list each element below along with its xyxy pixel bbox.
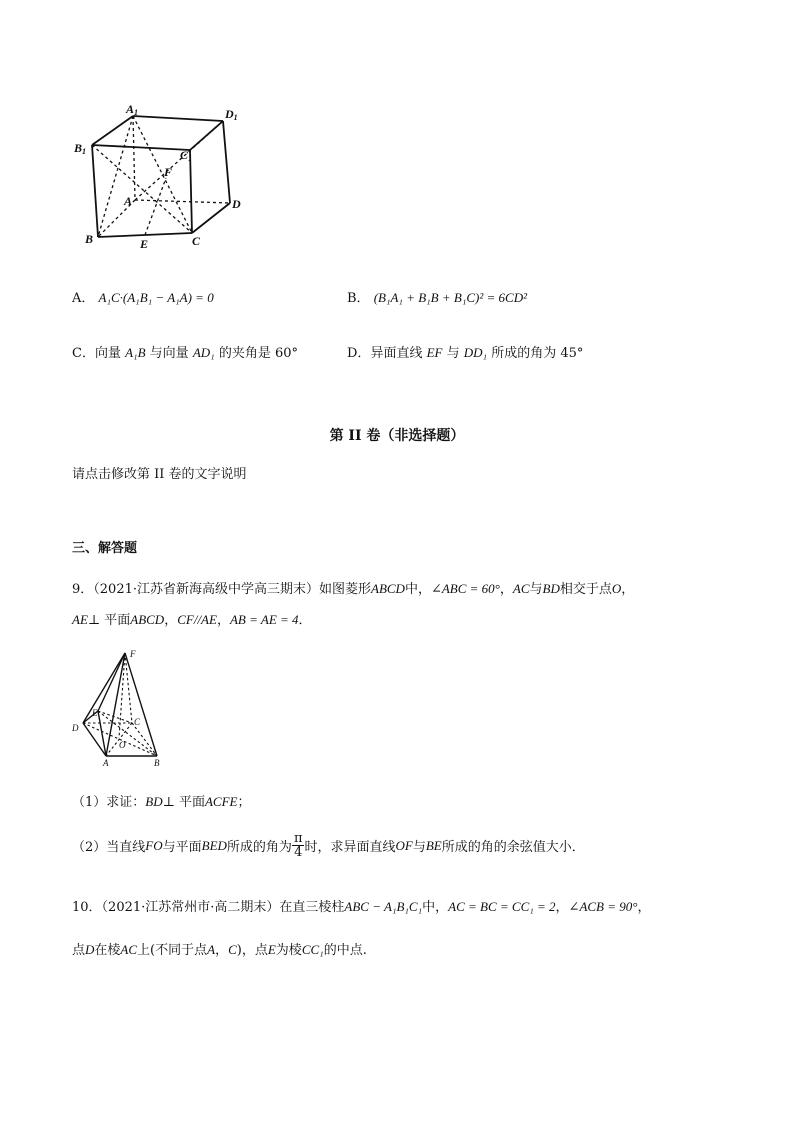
q10-text: 为棱 bbox=[275, 943, 302, 958]
q10-math: D bbox=[85, 942, 95, 957]
option-C-vector-1: A₁B bbox=[125, 345, 146, 360]
option-D-line-2: DD₁ bbox=[463, 345, 488, 360]
option-B-label: B． bbox=[347, 291, 370, 306]
q9-math: ABCD bbox=[371, 581, 405, 596]
q9-math: FO bbox=[145, 837, 163, 853]
q9-math: CF//AE bbox=[177, 612, 217, 627]
q10-math: E bbox=[267, 942, 276, 957]
pyr-label-D: D bbox=[72, 723, 79, 733]
pi-over-4-fraction bbox=[292, 832, 305, 859]
pyr-label-F: F bbox=[130, 649, 136, 659]
label-B1: B1 bbox=[74, 141, 87, 156]
option-A-expression: A₁C·(A₁B₁ − A₁A) = 0 bbox=[98, 290, 214, 305]
q9-math: O bbox=[611, 581, 622, 596]
fraction-denominator: 4 bbox=[294, 845, 303, 860]
q10-math: AC bbox=[120, 942, 138, 957]
q9-math: AB = AE = 4 bbox=[229, 612, 299, 627]
pyr-label-A: A bbox=[103, 758, 109, 768]
section-title: 第 II 卷（非选择题） bbox=[329, 428, 465, 444]
pyramid-figure bbox=[68, 648, 178, 768]
q9-math: BD bbox=[542, 581, 560, 596]
q9-text: 中， bbox=[404, 582, 431, 597]
q9-text: 与 bbox=[412, 840, 426, 855]
q9-text: ， bbox=[216, 613, 230, 628]
q9-text: 相交于点 bbox=[559, 582, 612, 597]
q10-text: ， bbox=[637, 900, 651, 915]
q10-line1 bbox=[72, 896, 650, 915]
q9-text: ⊥ 平面 bbox=[162, 795, 205, 810]
q9-sub2 bbox=[72, 832, 585, 859]
label-B: B bbox=[85, 232, 94, 246]
q9-line2 bbox=[72, 609, 312, 628]
q10-text: 的中点. bbox=[323, 943, 367, 958]
q10-text: 在棱 bbox=[94, 943, 121, 958]
option-C-text: 向量 bbox=[94, 346, 121, 361]
q9-text: （2）当直线 bbox=[72, 840, 146, 855]
q9-text: 时，求异面直线 bbox=[304, 840, 396, 855]
option-B-expression: (B₁A₁ + B₁B + B₁C)² = 6CD² bbox=[373, 290, 527, 305]
option-C-label: C． bbox=[72, 346, 95, 361]
pyr-label-B: B bbox=[154, 758, 160, 768]
option-D-text: 异面直线 bbox=[370, 346, 423, 361]
label-E: E bbox=[140, 237, 149, 251]
q9-text: ． bbox=[298, 613, 312, 628]
q9-math: ∠ABC = 60° bbox=[430, 581, 500, 596]
q9-text: ， bbox=[164, 613, 178, 628]
q10-text: 10．（2021·江苏常州市·高二期末）在直三棱柱 bbox=[72, 900, 345, 915]
option-D-label: D． bbox=[347, 346, 371, 361]
q9-text: 9．（2021·江苏省新海高级中学高三期末）如图菱形 bbox=[72, 582, 371, 597]
label-F: F bbox=[164, 165, 173, 179]
q9-text: 所成的角为 bbox=[226, 840, 292, 855]
q9-text: 与 bbox=[529, 582, 543, 597]
option-D-text: 与 bbox=[446, 346, 460, 361]
q9-text: ， bbox=[621, 582, 635, 597]
section-note: 请点击修改第 II 卷的文字说明 bbox=[72, 467, 247, 482]
option-C-vector-2: AD₁ bbox=[192, 345, 215, 360]
q10-text: ， bbox=[555, 900, 569, 915]
q10-text: 中， bbox=[422, 900, 449, 915]
label-C1: C1 bbox=[180, 148, 193, 163]
q9-math: AC bbox=[512, 581, 530, 596]
q9-math: BE bbox=[425, 837, 442, 853]
option-D bbox=[347, 342, 583, 361]
q9-line1 bbox=[72, 578, 634, 597]
q9-math: OF bbox=[395, 837, 413, 853]
q10-math: C bbox=[228, 942, 237, 957]
option-C-text: 的夹角是 60° bbox=[218, 346, 298, 361]
option-A-label: A． bbox=[72, 291, 95, 306]
fraction-numerator: π bbox=[293, 831, 303, 846]
part3-title: 三、解答题 bbox=[72, 541, 138, 556]
q10-text: )，点 bbox=[236, 943, 268, 958]
pyr-label-O: O bbox=[119, 740, 126, 750]
q9-math: BD bbox=[145, 794, 163, 809]
q9-text: 与平面 bbox=[162, 840, 202, 855]
option-D-line-1: EF bbox=[426, 345, 443, 360]
label-A1: A1 bbox=[126, 102, 139, 117]
option-B bbox=[347, 287, 527, 306]
q9-text: ； bbox=[237, 795, 251, 810]
option-A bbox=[72, 287, 214, 306]
label-D1: D1 bbox=[225, 107, 238, 122]
q10-math: ∠ACB = 90° bbox=[568, 899, 638, 914]
q10-math: CC₁ bbox=[301, 942, 324, 957]
option-C-text: 与向量 bbox=[149, 346, 189, 361]
q9-text: ⊥ 平面 bbox=[87, 613, 131, 628]
option-C bbox=[72, 342, 298, 361]
q9-math: ABCD bbox=[130, 612, 165, 627]
q9-text: 所成的角的余弦值大小． bbox=[441, 840, 585, 855]
q9-math: AE bbox=[72, 612, 88, 627]
q10-math: AC = BC = CC₁ = 2 bbox=[448, 899, 556, 914]
q9-math: ACFE bbox=[204, 794, 238, 809]
q10-text: ， bbox=[215, 943, 229, 958]
label-C: C bbox=[192, 234, 201, 248]
q9-sub1 bbox=[72, 791, 251, 810]
q10-text: 点 bbox=[72, 943, 86, 958]
q9-text: （1）求证： bbox=[72, 795, 146, 810]
q10-math: ABC − A₁B₁C₁ bbox=[344, 899, 423, 914]
q10-line2 bbox=[72, 939, 367, 958]
pyr-label-E: E bbox=[92, 708, 98, 718]
q9-math: BED bbox=[201, 837, 227, 853]
label-A: A bbox=[124, 194, 133, 208]
pyr-label-C: C bbox=[134, 717, 141, 727]
q10-math: A bbox=[207, 942, 216, 957]
q10-text: 上(不同于点 bbox=[137, 943, 208, 958]
option-D-text: 所成的角为 45° bbox=[491, 346, 584, 361]
q9-text: ， bbox=[499, 582, 513, 597]
label-D: D bbox=[232, 197, 241, 211]
cube-figure bbox=[70, 100, 270, 255]
